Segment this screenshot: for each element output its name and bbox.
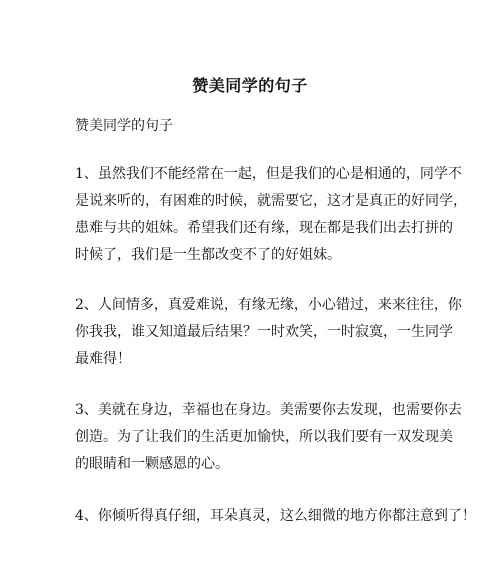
paragraph-line: 的眼睛和一颗感恩的心。 (75, 456, 229, 472)
paragraph-4 (75, 503, 476, 530)
paragraph-line: 患难与共的姐妹。希望我们还有缘，现在都是我们出去打拼的 (75, 220, 453, 236)
paragraph-2 (75, 292, 462, 373)
paragraph-line: 1、虽然我们不能经常在一起，但是我们的心是相通的，同学不 (75, 166, 462, 182)
paragraph-line: 创造。为了让我们的生活更加愉快，所以我们要有一双发现美 (75, 429, 453, 445)
paragraph-3 (75, 397, 462, 478)
paragraph-1 (75, 161, 467, 269)
paragraph-line: 2、人间情多，真爱难说，有缘无缘，小心错过，来来往往，你 (75, 297, 462, 313)
paragraph-line: 最难得！ (75, 351, 131, 367)
paragraph-line: 4、你倾听得真仔细，耳朵真灵，这么细微的地方你都注意到了！ (75, 508, 476, 524)
paragraph-line: 3、美就在身边，幸福也在身边。美需要你去发现，也需要你去 (75, 402, 462, 418)
paragraph-line: 是说来听的，有困难的时候，就需要它，这才是真正的好同学， (75, 193, 467, 209)
page-subtitle: 赞美同学的句子 (75, 118, 173, 134)
page-title: 赞美同学的句子 (192, 76, 308, 95)
paragraph-line: 你我我，谁又知道最后结果？一时欢笑，一时寂寞，一生同学 (75, 324, 453, 340)
paragraph-line: 时候了，我们是一生都改变不了的好姐妹。 (75, 247, 341, 263)
